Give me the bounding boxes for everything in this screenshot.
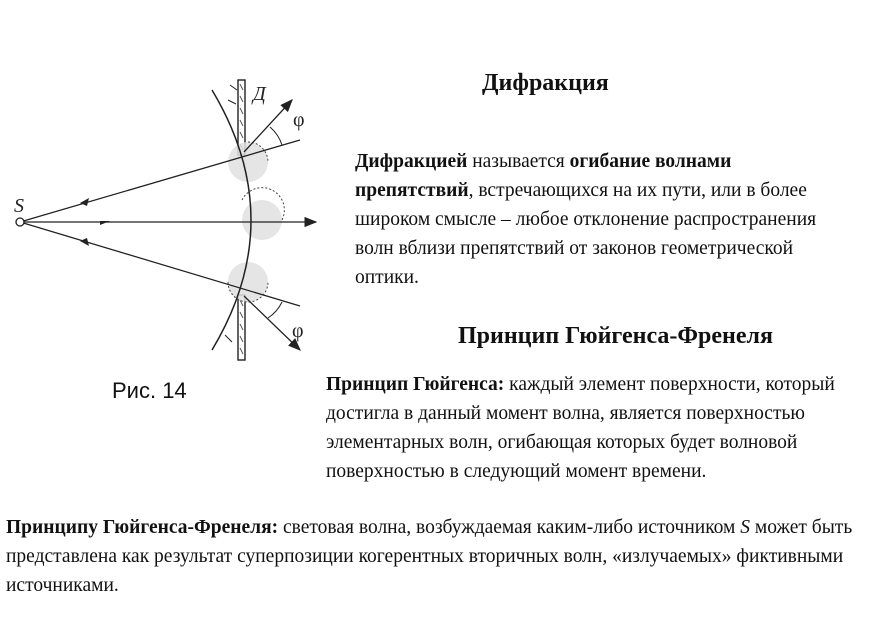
wavelet-3-circle xyxy=(228,262,268,302)
source-label: S xyxy=(14,195,24,217)
wavelet-2-circle xyxy=(242,200,282,240)
huygens-paragraph xyxy=(326,370,866,486)
definition-text-2: , встречающихся на их пути, или в более широком смысле – любое отклонение распространения волн вблизи препятствий от законов геометрической оптики. xyxy=(355,180,817,288)
definition-text-1: называется xyxy=(467,151,570,172)
fresnel-label: Принципу Гюйгенса-Френеля: xyxy=(6,517,279,538)
diffraction-figure xyxy=(0,60,340,370)
angle-label-top: φ xyxy=(293,109,305,131)
definition-bold: огибание волнами препятствий xyxy=(355,151,732,201)
screen-label: Д xyxy=(253,83,266,105)
definition-paragraph xyxy=(355,147,835,292)
source-point xyxy=(16,218,24,226)
fresnel-source: S xyxy=(740,517,751,538)
definition-term: Дифракцией xyxy=(355,151,468,172)
section-subtitle: Принцип Гюйгенса-Френеля xyxy=(458,323,773,349)
fresnel-text-1: световая волна, возбуждаемая каким-либо источником xyxy=(278,517,741,538)
figure-caption: Рис. 14 xyxy=(112,378,187,403)
page-title: Дифракция xyxy=(482,70,609,96)
huygens-label: Принцип Гюйгенса: xyxy=(326,374,505,395)
huygens-text: каждый элемент поверхности, который достигла в данный момент волна, является поверхностью элементарных волн, огибающая которых будет волновой поверхностью в следующий момент времени. xyxy=(326,374,835,482)
fresnel-text-2: может быть представлена как результат суперпозиции когерентных вторичных волн, «излучаемых» фиктивными источниками. xyxy=(6,517,853,596)
fresnel-paragraph xyxy=(6,513,861,600)
angle-label-bottom: φ xyxy=(292,320,304,342)
angle-arc-top xyxy=(270,127,282,145)
angle-arc-bottom xyxy=(268,302,282,318)
